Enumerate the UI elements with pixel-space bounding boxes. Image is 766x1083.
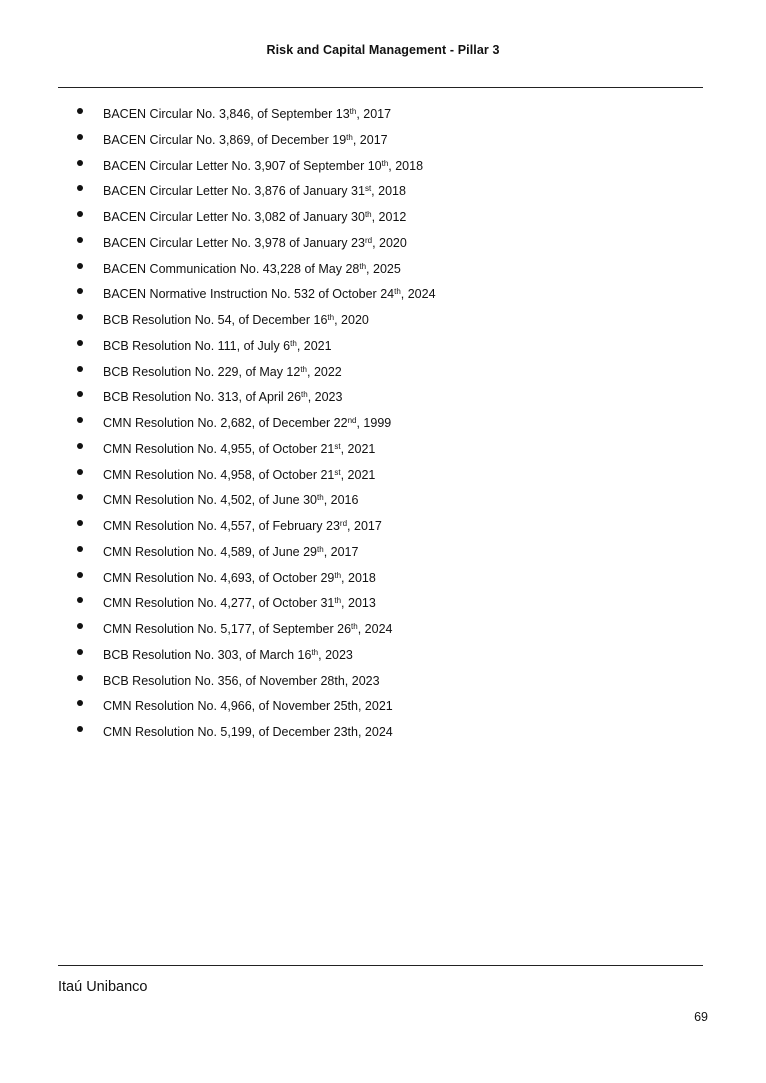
bullet-icon: [77, 469, 83, 475]
bullet-icon: [77, 211, 83, 217]
reference-text: CMN Resolution No. 4,277, of October 31th, 2013: [103, 596, 376, 611]
bullet-icon: [77, 263, 83, 269]
reference-text: BCB Resolution No. 54, of December 16th, 2020: [103, 313, 369, 327]
footer-divider: [58, 965, 703, 966]
bullet-icon: [77, 494, 83, 500]
reference-text: BACEN Circular Letter No. 3,876 of January 31st, 2018: [103, 184, 406, 199]
reference-text: CMN Resolution No. 5,177, of September 26th, 2024: [103, 622, 393, 636]
reference-text: BCB Resolution No. 303, of March 16th, 2023: [103, 647, 353, 662]
reference-text: CMN Resolution No. 4,693, of October 29th, 2018: [103, 570, 376, 585]
reference-text: CMN Resolution No. 2,682, of December 22nd, 1999: [103, 416, 392, 430]
reference-text: BCB Resolution No. 356, of November 28th, 2023: [103, 673, 380, 688]
reference-text: BACEN Circular No. 3,869, of December 19th, 2017: [103, 132, 388, 147]
reference-text: BACEN Circular Letter No. 3,907 of September 10th, 2018: [103, 158, 424, 173]
reference-text: CMN Resolution No. 4,966, of November 25th, 2021: [103, 699, 393, 714]
footer-organization: Itaú Unibanco: [58, 979, 148, 995]
reference-text: CMN Resolution No. 4,502, of June 30th, 2016: [103, 493, 359, 508]
bullet-icon: [77, 391, 83, 397]
bullet-icon: [77, 546, 83, 552]
bullet-icon: [77, 185, 83, 191]
reference-text: CMN Resolution No. 4,958, of October 21st, 2021: [103, 467, 376, 482]
reference-text: BCB Resolution No. 313, of April 26th, 2023: [103, 390, 343, 405]
bullet-icon: [77, 340, 83, 346]
bullet-icon: [77, 623, 83, 629]
reference-text: CMN Resolution No. 5,199, of December 23th, 2024: [103, 725, 393, 739]
bullet-icon: [77, 726, 83, 732]
reference-text: BACEN Normative Instruction No. 532 of October 24th, 2024: [103, 287, 436, 302]
bullet-icon: [77, 675, 83, 681]
reference-text: BACEN Circular No. 3,846, of September 13th, 2017: [103, 107, 392, 121]
page-number: 69: [694, 1010, 708, 1024]
bullet-icon: [77, 108, 83, 114]
bullet-icon: [77, 572, 83, 578]
bullet-icon: [77, 134, 83, 140]
reference-text: CMN Resolution No. 4,557, of February 23rd, 2017: [103, 519, 382, 533]
reference-text: BCB Resolution No. 229, of May 12th, 2022: [103, 364, 342, 379]
reference-text: BACEN Communication No. 43,228 of May 28th, 2025: [103, 261, 401, 276]
page-header-title: Risk and Capital Management - Pillar 3: [266, 43, 500, 57]
bullet-icon: [77, 520, 83, 526]
reference-text: BCB Resolution No. 111, of July 6th, 2021: [103, 338, 332, 353]
bullet-icon: [77, 237, 83, 243]
bullet-icon: [77, 417, 83, 423]
bullet-icon: [77, 700, 83, 706]
bullet-icon: [77, 314, 83, 320]
header-divider: [58, 87, 703, 88]
bullet-icon: [77, 649, 83, 655]
bullet-icon: [77, 443, 83, 449]
bullet-icon: [77, 160, 83, 166]
reference-text: BACEN Circular Letter No. 3,082 of January 30th, 2012: [103, 210, 407, 224]
bullet-icon: [77, 597, 83, 603]
bullet-icon: [77, 366, 83, 372]
reference-text: CMN Resolution No. 4,955, of October 21st, 2021: [103, 441, 376, 456]
reference-text: CMN Resolution No. 4,589, of June 29th, 2017: [103, 544, 359, 559]
reference-text: BACEN Circular Letter No. 3,978 of January 23rd, 2020: [103, 235, 407, 250]
bullet-icon: [77, 288, 83, 294]
